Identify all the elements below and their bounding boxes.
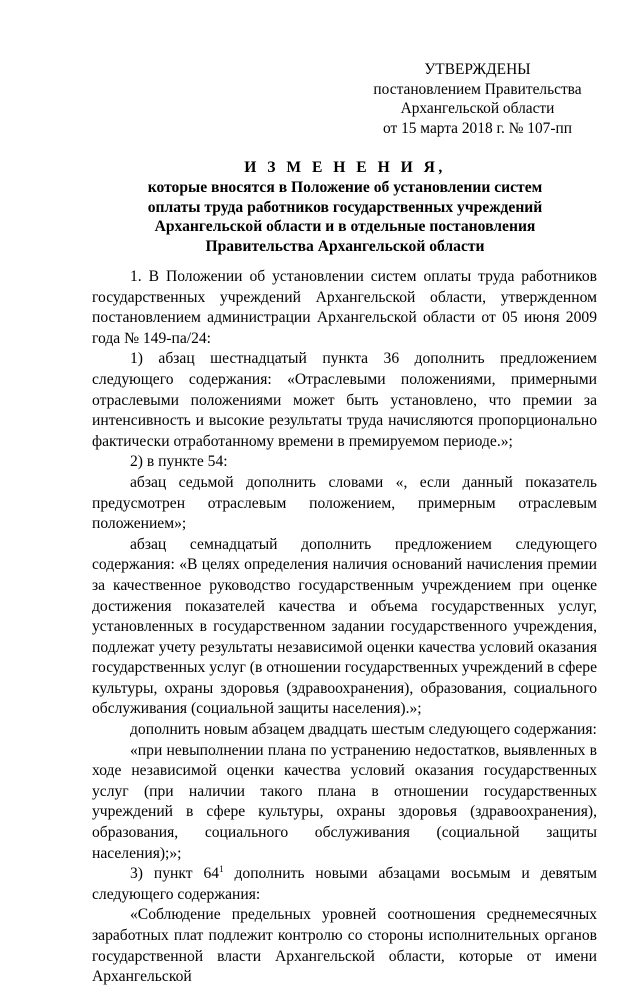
paragraph: 1) абзац шестнадцатый пункта 36 дополнить предложением следующего содержания: «Отраслевыми положениями, примерными отраслевыми положениями может быть установлено, что премии за интенсивность и высокие результаты труда начисляются пропорционально фактически отработанному времени в премируемом периоде.»; [92, 350, 597, 450]
paragraph: 1. В Положении об установлении систем оплаты труда работников государственных учреждений Архангельской области, утвержденном постановлением администрации Архангельской области от 05 июня 2009 года № 149-па/24: [92, 268, 597, 347]
paragraph: дополнить новым абзацем двадцать шестым следующего содержания: [130, 721, 597, 739]
approval-date: от 15 марта 2018 г. № 107-пп [383, 119, 572, 137]
approval-title: УТВЕРЖДЕНЫ [424, 61, 531, 78]
paragraph: абзац семнадцатый дополнить предложением следующего содержания: «В целях определения наличия оснований начисления премии за качественное руководство государственным учреждением при оценке достижения показателей качества и объема государственных услуг, установленных в государственном задании государственного учреждения, подлежат учету результаты независимой оценки качества условий оказания государственных услуг (в отношении государственных учреждений в сфере культуры, охраны здоровья (здравоохранения), образования, социального обслуживания (социальной защиты населения).»; [92, 535, 597, 718]
paragraph: «при невыполнении плана по устранению недостатков, выявленных в ходе независимой оценки качества условий оказания государственных услуг (при наличии такого плана в отношении государственных учреждений в сфере культуры, охраны здоровья (здравоохранения), образования, социального обслуживания (социальной защиты населения);»; [92, 741, 597, 862]
paragraph: «Соблюдение предельных уровней соотношения среднемесячных заработных плат подлежит контролю со стороны исполнительных органов государственной власти Архангельской области, которые от имени Архангельской [92, 906, 597, 986]
paragraph [92, 864, 597, 905]
superscript: 1 [219, 864, 224, 875]
heading-line: которые вносятся в Положение об установлении систем [147, 178, 543, 196]
paragraph-text: дополнить новыми абзацами восьмым и девятым следующего содержания: [92, 865, 597, 903]
paragraph: абзац седьмой дополнить словами «, если данный показатель предусмотрен отраслевым положением, примерным отраслевым положением»; [92, 473, 597, 533]
document-heading [100, 158, 590, 257]
approval-stamp [370, 60, 585, 138]
heading-line: Правительства Архангельской области [205, 238, 485, 256]
document-body [92, 267, 597, 988]
heading-line: Архангельской области и в отдельные постановления [154, 218, 536, 236]
heading-line: оплаты труда работников государственных учреждений [147, 198, 543, 216]
approval-line: Архангельской области [400, 100, 555, 118]
approval-line: постановлением Правительства [373, 80, 582, 98]
document-title: И З М Е Н Е Н И Я, [244, 159, 446, 176]
paragraph-text: 3) пункт 64 [130, 865, 220, 883]
paragraph: 2) в пункте 54: [130, 453, 228, 471]
